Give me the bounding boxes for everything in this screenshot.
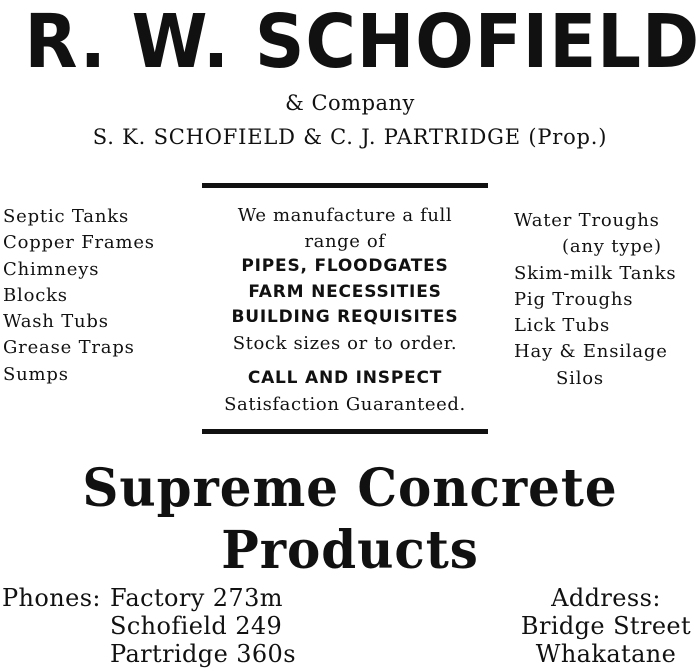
company-name: R. W. SCHOFIELD bbox=[24, 0, 700, 85]
phone-partridge: Partridge 360s bbox=[110, 640, 296, 668]
call-to-action: CALL AND INSPECT bbox=[247, 368, 443, 388]
list-item: Copper Frames bbox=[3, 232, 155, 254]
center-line-bold: PIPES, FLOODGATES bbox=[241, 256, 449, 276]
phones-label: Phones: bbox=[2, 584, 101, 612]
list-item: Silos bbox=[556, 367, 604, 389]
center-line: range of bbox=[304, 230, 386, 252]
list-item-note: (any type) bbox=[562, 236, 662, 258]
right-product-list bbox=[514, 208, 676, 392]
list-item: Sumps bbox=[3, 363, 69, 385]
company-owners: S. K. SCHOFIELD & C. J. PARTRIDGE (Prop.) bbox=[92, 125, 608, 149]
phone-schofield: Schofield 249 bbox=[110, 612, 283, 640]
list-item: Skim-milk Tanks bbox=[514, 262, 677, 284]
center-line-bold: BUILDING REQUISITES bbox=[231, 307, 459, 327]
center-description bbox=[198, 203, 492, 417]
center-line: Stock sizes or to order. bbox=[232, 332, 458, 354]
list-item: Lick Tubs bbox=[514, 315, 610, 337]
list-item: Septic Tanks bbox=[3, 206, 129, 227]
address-town: Whakatane bbox=[535, 640, 677, 668]
list-item: Hay & Ensilage bbox=[514, 341, 668, 363]
address-street: Bridge Street bbox=[520, 612, 692, 640]
headline-line: Supreme Concrete bbox=[82, 458, 618, 519]
center-line-bold: FARM NECESSITIES bbox=[248, 281, 442, 302]
guarantee-text: Satisfaction Guaranteed. bbox=[224, 393, 466, 415]
headline bbox=[14, 458, 686, 582]
address-label: Address: bbox=[551, 584, 661, 612]
list-item: Water Troughs bbox=[514, 210, 660, 231]
list-item: Chimneys bbox=[3, 258, 100, 280]
bottom-divider bbox=[202, 429, 488, 434]
list-item: Pig Troughs bbox=[514, 288, 634, 310]
company-subtitle: & Company bbox=[285, 91, 415, 115]
phones-list bbox=[110, 584, 296, 668]
center-line: We manufacture a full bbox=[237, 205, 453, 226]
headline-line: Products bbox=[221, 520, 479, 581]
address-block bbox=[516, 584, 696, 668]
list-item: Blocks bbox=[3, 284, 68, 306]
phone-factory: Factory 273m bbox=[110, 584, 283, 612]
list-item: Grease Traps bbox=[3, 337, 135, 359]
spacer bbox=[198, 356, 492, 366]
left-product-list bbox=[3, 204, 155, 388]
top-divider bbox=[202, 183, 488, 188]
list-item: Wash Tubs bbox=[3, 311, 109, 333]
